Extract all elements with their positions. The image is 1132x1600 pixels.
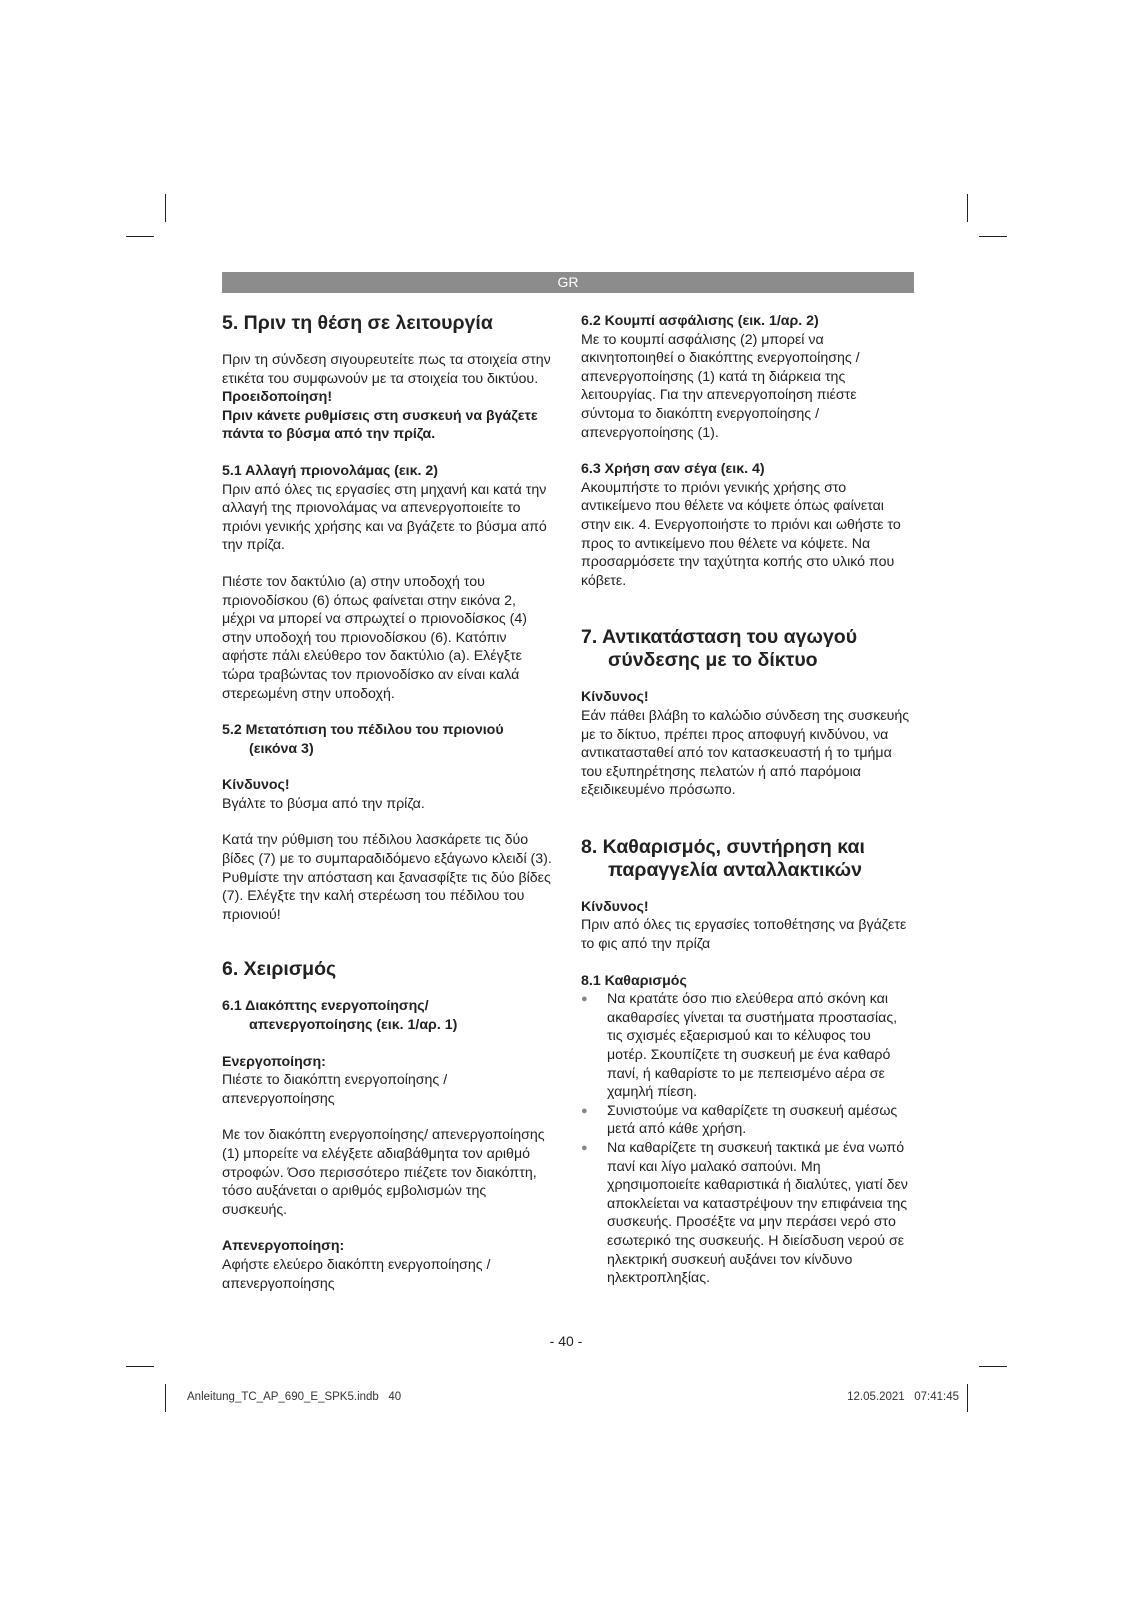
section-6-1-off-text: Αφήστε ελεύερο διακόπτη ενεργοποίησης / απενεργοποίησης bbox=[222, 1256, 491, 1292]
footer-timestamp: 12.05.2021 07:41:45 bbox=[847, 1391, 959, 1403]
section-8-title: 8. Καθαρισμός, συντήρηση και παραγγελία ανταλλακτικών bbox=[581, 835, 865, 881]
section-5-2-paragraph-2: Κατά την ρύθμιση του πέδιλου λασκάρετε τις δύο βίδες (7) με το συμπαραδιδόμενο εξάγωνο κλειδί (3). Ρυθμίστε την απόσταση και ξανασφίξτε τις δύο βίδες (7). Ελέγξτε την καλή στερέωση του πέδιλου του πριονιού! bbox=[222, 832, 552, 923]
section-8-1-title: 8.1 Καθαρισμός bbox=[581, 972, 687, 989]
footer-file-name: Anleitung_TC_AP_690_E_SPK5.indb 40 bbox=[187, 1391, 402, 1403]
section-5-2-danger-label: Κίνδυνος! bbox=[222, 777, 290, 794]
right-column bbox=[581, 312, 911, 1288]
list-item: ● Να καθαρίζετε τη συσκευή τακτικά με ένα νωπό πανί και λίγο μαλακό σαπούνι. Μη χρησιμοποιείτε καθαριστικά ή διαλύτες, γιατί δεν αποκλείεται να καταστρέψουν την επιφάνεια της συσκευής. Προσέξτε να μην περάσει νερό στο εσωτερικό της συσκευής. Η διείσδυση νερού σε ηλεκτρική συσκευή αυξάνει τον κίνδυνο ηλεκτροπληξίας. bbox=[581, 1139, 911, 1288]
section-6-3-paragraph: Ακουμπήστε το πριόνι γενικής χρήσης στο αντικείμενο που θέλετε να κόψετε όπως φαίνεται στην εικ. 4. Ενεργοποιήστε το πριόνι και ωθήστε το προς το αντικείμενο που θέλετε να κόψετε. Να προσαρμόσετε την ταχύτητα κοπής στο υλικό που κόβετε. bbox=[581, 479, 901, 589]
section-7-paragraph: Εάν πάθει βλάβη το καλώδιο σύνδεση της συσκευής με το δίκτυο, πρέπει προς αποφυγή κινδύνου, να αντικατασταθεί από τον κατασκευαστή ή το τμήμα του εξυπηρέτησης πελατών ή από παρόμοια εξειδικευμένο πρόσωπο. bbox=[581, 707, 910, 799]
section-6-3-title: 6.3 Χρήση σαν σέγα (εικ. 4) bbox=[581, 461, 765, 478]
list-item: ● Συνιστούμε να καθαρίζετε τη συσκευή αμέσως μετά από κάθε χρήση. bbox=[581, 1102, 911, 1139]
crop-mark bbox=[979, 236, 1007, 237]
section-5-title: 5. Πριν τη θέση σε λειτουργία bbox=[222, 312, 493, 334]
section-5-warning-label: Προειδοποίηση! bbox=[222, 389, 333, 406]
section-6-1-off-label: Απενεργοποίηση: bbox=[222, 1238, 345, 1255]
section-6-2-paragraph: Με το κουμπί ασφάλισης (2) μπορεί να ακινητοποιηθεί ο διακόπτης ενεργοποίησης / απενεργοποίησης (1) κατά τη διάρκεια της λειτουργίας. Για την απενεργοποίηση πιέστε σύντομα το διακόπτη ενεργοποίησης / απενεργοποίησης (1). bbox=[581, 331, 860, 441]
section-5-1-title: 5.1 Αλλαγή πριονολάμας (εικ. 2) bbox=[222, 462, 438, 479]
section-7-danger-label: Κίνδυνος! bbox=[581, 689, 649, 706]
section-6-title: 6. Χειρισμός bbox=[222, 958, 337, 981]
section-5-1-paragraph-2: Πιέστε τον δακτύλιο (a) στην υποδοχή του πριονοδίσκου (6) όπως φαίνεται στην εικόνα 2, μέχρι να μπορεί να σπρωχτεί ο πριονοδίσκος (4) στην υποδοχή του πριονοδίσκου (6). Κατόπιν αφήστε πάλι ελεύθερο τον δακτύλιο (a). Ελέγξτε τώρα τραβώντας τον πριονοδίσκο αν είναι καλά στερεωμένη στην υποδοχή. bbox=[222, 573, 527, 702]
crop-mark bbox=[165, 1384, 166, 1412]
cleaning-list bbox=[581, 990, 911, 1288]
section-6-2-title: 6.2 Κουμπί ασφάλισης (εικ. 1/αρ. 2) bbox=[581, 313, 819, 329]
page-number: - 40 - bbox=[549, 1333, 583, 1349]
crop-mark bbox=[967, 194, 968, 222]
section-5-warning-text: Πριν κάνετε ρυθμίσεις στη συσκευή να βγάζετε πάντα το βύσμα από την πρίζα. bbox=[222, 407, 538, 443]
section-5-2-title: 5.2 Μετατόπιση του πέδιλου του πριονιού (εικόνα 3) bbox=[222, 722, 504, 757]
list-item: ● Να κρατάτε όσο πιο ελεύθερα από σκόνη και ακαθαρσίες γίνεται τα συστήματα προστασίας, τις σχισμές εξαερισμού και το κέλυφος του μοτέρ. Σκουπίζετε τη συσκευή με ένα καθαρό πανί, ή καθαρίστε το με πεπεισμένο αέρα σε χαμηλή πίεση. bbox=[581, 990, 911, 1102]
section-6-1-paragraph-2: Με τον διακόπτη ενεργοποίησης/ απενεργοποίησης (1) μπορείτε να ελέγξετε αδιαβάθμητα τον αριθμό στροφών. Όσο περισσότερο πιέζετε τον διακόπτη, τόσο αυξάνεται ο αριθμός εμβολισμών της συσκευής. bbox=[222, 1127, 545, 1218]
section-6-1-on-text: Πιέστε το διακόπτη ενεργοποίησης / απενεργοποίησης bbox=[222, 1072, 448, 1107]
section-7-title: 7. Αντικατάσταση του αγωγού σύνδεσης με το δίκτυο bbox=[581, 626, 858, 672]
language-header-bar: GR bbox=[222, 272, 914, 293]
section-8-danger-label: Κίνδυνος! bbox=[581, 898, 649, 915]
crop-mark bbox=[126, 236, 154, 237]
left-column bbox=[222, 312, 552, 1293]
section-5-intro: Πριν τη σύνδεση σιγουρευτείτε πως τα στοιχεία στην ετικέτα του συμφωνούν με τα στοιχεία του δικτύου. bbox=[222, 352, 551, 387]
crop-mark bbox=[126, 1366, 154, 1367]
section-5-1-paragraph-1: Πριν από όλες τις εργασίες στη μηχανή και κατά την αλλαγή της πριονολάμας να απενεργοποιείτε το πριόνι γενικής χρήσης και να βγάζετε το βύσμα από την πρίζα. bbox=[222, 481, 547, 554]
section-5-2-paragraph-1: Βγάλτε το βύσμα από την πρίζα. bbox=[222, 795, 425, 812]
section-8-paragraph: Πριν από όλες τις εργασίες τοποθέτησης να βγάζετε το φις από την πρίζα bbox=[581, 917, 907, 953]
crop-mark bbox=[979, 1366, 1007, 1367]
section-6-1-on-label: Ενεργοποίηση: bbox=[222, 1053, 326, 1070]
crop-mark bbox=[967, 1384, 968, 1412]
section-6-1-title: 6.1 Διακόπτης ενεργοποίησης/ απενεργοποίησης (εικ. 1/αρ. 1) bbox=[222, 998, 458, 1034]
crop-mark bbox=[165, 194, 166, 222]
